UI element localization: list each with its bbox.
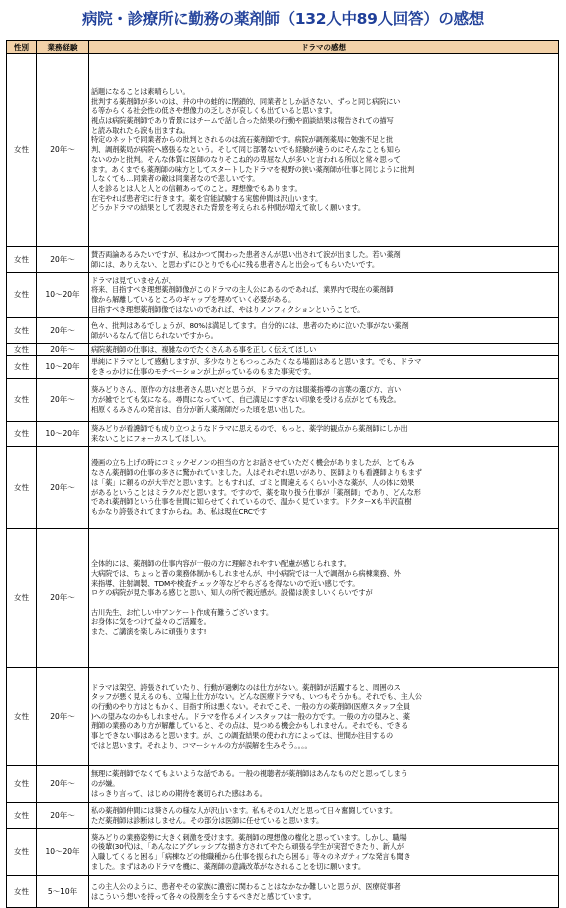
impression-line: があるということはミラクルだと思います。ですので、薬を取り扱う仕事が「薬剤師」であり、どんな形 [91, 487, 421, 497]
impression-line: 相原くるみさんの発言は、自分が新人薬剤師だった頃を思い出した。 [91, 404, 310, 414]
impression-line: 来ないことにフォーカスしてほしい。 [91, 434, 211, 443]
table-row [7, 422, 559, 447]
impression-line: なさん薬剤師の仕事の多さに驚かれていました。人はそれぞれ思いがあり、医師よりも看護師よりもまず [91, 468, 422, 478]
gender-cell: 女性 [7, 379, 37, 422]
experience-cell: 20年～ [37, 447, 89, 529]
impression-line: 剤師の業務のあり方が解離していると、その点は、見つめる機会かもしれません。それでも、できる [91, 721, 409, 731]
impression-line: 目指すべき理想薬剤師像ではないのであれば、やはりノンフィクションということで。 [91, 304, 365, 314]
impression-cell [89, 318, 559, 344]
table-row [7, 668, 559, 766]
impression-cell [89, 529, 559, 668]
impression-cell [89, 273, 559, 318]
impression-cell [89, 356, 559, 379]
gender-cell: 女性 [7, 247, 37, 273]
experience-cell: 20年～ [37, 379, 89, 422]
impression-line: 賛否両論あるみたいですが、私はかつて関わった患者さんが思い出されて涙が出ました。若い薬剤 [91, 249, 401, 259]
impression-line: 方が雑でとても気になる。尋問になっていて、自己満足にすぎない印象を受ける点がとても残念。 [91, 395, 401, 405]
impression-line: 入職してくると困る」「病棟などの他職種から仕事を振られたら困る」等々のネガティブな発言も聞き [91, 852, 411, 861]
impression-line: 話題になることは素晴らしい。 [91, 86, 190, 96]
impression-cell [89, 447, 559, 529]
impression-line: もかなり誇張されてますからね。あ、私は現在CRCです [91, 506, 267, 516]
impression-line: 全体的には、薬剤師の仕事内容が一般の方に理解されやすい配慮が感じられます。 [91, 559, 351, 569]
impression-line: どうかドラマの結果として表現された背景を考えられる仲間が増えて欲しく願います。 [91, 203, 365, 213]
table-row [7, 379, 559, 422]
impression-line: の行動のやり方はともかく、目指す所は悪くない。それでこそ、一般の方の薬剤師(医療スタッフ全員 [91, 701, 411, 711]
experience-cell: 20年～ [37, 54, 89, 247]
impression-cell [89, 668, 559, 766]
experience-cell: 20年～ [37, 766, 89, 803]
impression-line: 葵みどりが看護師でも成り立つようなドラマに思えるので、もっと、薬学的観点から薬剤師にしか出 [91, 424, 408, 434]
experience-cell: 10～20年 [37, 273, 89, 318]
impression-cell [89, 876, 559, 908]
impression-cell [89, 422, 559, 447]
experience-cell: 20年～ [37, 668, 89, 766]
gender-cell: 女性 [7, 447, 37, 529]
experience-cell: 20年～ [37, 247, 89, 273]
impression-line: ではと思います。それより、コマーシャルの方が誤解を生みそう。。。。 [91, 740, 312, 750]
impression-cell [89, 247, 559, 273]
experience-cell: 10～20年 [37, 829, 89, 876]
table-body [7, 54, 559, 908]
impression-line: 批判する薬剤師が多いのは、井の中の蛙的に閉鎖的、同業者としか話さない、ずっと同じ病院にい [91, 96, 401, 106]
impression-line: 来指導、注射調製、TDMや検査チェック等などやらざるを得ないので近い感じです。 [91, 578, 360, 588]
impression-line [91, 598, 556, 608]
gender-cell: 女性 [7, 273, 37, 318]
impression-line: は「薬」に頼るのが大半だと思います。ともすれば、ゴミと間違えるくらい小さな薬が、人の体に効果 [91, 477, 415, 487]
table-row [7, 529, 559, 668]
table-row [7, 247, 559, 273]
gender-cell: 女性 [7, 668, 37, 766]
gender-cell: 女性 [7, 422, 37, 447]
table-header-row [7, 41, 559, 54]
impression-line: 事とできない事はあると思います。が、この調査結果の使われ方によっては、世間か注目するの [91, 731, 394, 741]
impression-cell [89, 379, 559, 422]
impression-line: ドラマは架空、誇張されていたり、行動が過剰なのは仕方がない。薬剤師が活躍すると、周囲のス [91, 682, 401, 692]
impression-line: はっきり言って、はじめの期待を裏切られた感はある。 [91, 788, 267, 798]
table-row [7, 54, 559, 247]
impression-line: 私の薬剤師仲間には葵さんの様な人が沢山います。私もその1人だと思って日々奮闘しています。 [91, 805, 397, 815]
impression-line: 漫画の立ち上げの時にコミックゼノンの担当の方とお話させていただく機会がありましたが、とてもみ [91, 458, 415, 468]
gender-cell: 女性 [7, 344, 37, 356]
impression-line: この主人公のように、患者やその家族に濃密に関わることはなかなか難しいと思うが、医療従事者 [91, 881, 401, 891]
experience-cell: 20年～ [37, 529, 89, 668]
table-row [7, 447, 559, 529]
page-title: 病院・診療所に勤務の薬剤師（132人中89人回答）の感想 [81, 10, 485, 28]
impression-cell [89, 766, 559, 803]
experience-cell: 10～20年 [37, 356, 89, 379]
table-row [7, 766, 559, 803]
impression-line: ます。あくまでも薬剤師の味方としてスタートしたドラマを視野の狭い薬剤師が仕事と同じように批判 [91, 164, 415, 174]
impression-line: をきっかけに仕事のモチベーションが上がっているのもまた事実です。 [91, 367, 316, 376]
header-experience: 業務経験 [37, 41, 89, 54]
impression-line: 像から解離しているところのギャップを埋めていく必要がある。 [91, 295, 296, 304]
impression-line: 大病院では、ちょっと普の業務体制かもしれませんが、中小病院では一人で調剤から病棟業務、外 [91, 568, 401, 578]
gender-cell: 女性 [7, 356, 37, 379]
table-row [7, 829, 559, 876]
impression-line: 古川先生、お忙しい中アンケート作成有難うございます。 [91, 607, 273, 617]
gender-cell: 女性 [7, 876, 37, 908]
impression-line: お身体に気をつけて益々のご活躍を。 [91, 617, 211, 627]
impression-line: る等からくる社会性の低さや想像力の乏しさが哀しくも出ていると思います。 [91, 106, 337, 116]
gender-cell: 女性 [7, 54, 37, 247]
gender-cell: 女性 [7, 318, 37, 344]
impression-line: 葵みどりさん、原作の方は患者さん思いだと思うが、ドラマの方は服薬指導の言葉の選び方、言い [91, 385, 402, 395]
impression-line: 単純にドラマとして感動しますが、多少なりともつっこみたくなる場面はあると思います。でも、ドラマ [91, 357, 422, 367]
table-row [7, 318, 559, 344]
experience-cell: 10～20年 [37, 422, 89, 447]
header-impression: ドラマの感想 [89, 41, 559, 54]
gender-cell: 女性 [7, 803, 37, 829]
impression-cell [89, 803, 559, 829]
impression-line: )への望みなのかもしれません。ドラマを作るメインスタッフは一般の方です。一般の方の望みと、薬 [91, 711, 410, 721]
impression-line: 師がいるなんて信じられないですから。 [91, 330, 218, 340]
impression-line: しなくても…同業者の敵は同業者なので悲しいです。 [91, 174, 260, 184]
survey-table [6, 40, 559, 908]
impression-line: 在宅やれば患者宅に行きます。薬を官能試験する実態仲間は沢山います。 [91, 193, 323, 203]
impression-cell [89, 829, 559, 876]
impression-line: ドラマは見ていませんが、 [91, 275, 176, 285]
gender-cell: 女性 [7, 529, 37, 668]
impression-line: であれ薬剤師という仕事を世間に知らせてくれているので、温かく見ています。ドクターXも半沢直樹 [91, 497, 412, 507]
header-gender: 性別 [7, 41, 37, 54]
impression-line: ロケの病院が見た事ある感じと思い、知人の所で親近感が。設備は羨ましいくらいですが [91, 588, 373, 598]
impression-line: の後輩(30代)は、「あんなにアグレッシブな描き方されてやたら頑張る学生が実習できたり、新人が [91, 842, 404, 852]
impression-line: 師には、ありえない、と思わずにひとりでも心に残る患者さんと出会ってもらいたいです。 [91, 259, 379, 269]
impression-line: 葵みどりの業務姿勢に大きく刺激を受けます。薬剤師の理想像の権化と思っています。しかし、職場 [91, 832, 407, 842]
gender-cell: 女性 [7, 766, 37, 803]
impression-line: ただ薬剤師は診断はしません。その部分は医師に任せていると思います。 [91, 815, 324, 825]
impression-line: 将来、目指すべき理想薬剤師像がこのドラマの主人公にあるのであれば、業界内で現在の薬剤師 [91, 285, 394, 295]
impression-line: 人を診るとは人と人との信頼あってのこと。理想像でもあります。 [91, 183, 302, 193]
impression-line: 病院薬剤師の仕事は、複雑なのでたくさんある事を正しく伝えてほしい [91, 344, 317, 354]
table-row [7, 876, 559, 908]
impression-line: 無理に薬剤師でなくてもよいような話である。一般の視聴者が薬剤師はあんなものだと思ってしまう [91, 769, 408, 779]
table-row [7, 803, 559, 829]
gender-cell: 女性 [7, 829, 37, 876]
impression-cell [89, 344, 559, 356]
experience-cell: 20年～ [37, 344, 89, 356]
table-row [7, 344, 559, 356]
impression-line: ないのかと批判。そんな体質に医師のなりそこね的の卑屈な人が多いと言われる所以と常々思って [91, 154, 401, 164]
impression-line: ました。まずはあのドラマを機に、薬剤師の意識改革がなされることを切に願います。 [91, 861, 365, 871]
impression-line: と読み取れたら涙も出ますね。 [91, 125, 190, 135]
experience-cell: 20年～ [37, 318, 89, 344]
impression-line: タッフが悪く見えるのも、立場上仕方がない。どんな医療ドラマも、いつもそうかも。それでも、主人公 [91, 692, 422, 702]
impression-line: 色々、批判はあるでしょうが、80%は満足してます。自分的には、患者のために泣いた事がない薬剤 [91, 320, 409, 330]
impression-line: のが嫌。 [91, 779, 120, 789]
impression-line: はこういう想いを持って各々の役割を全うするべきだと感じています。 [91, 891, 316, 901]
table-row [7, 356, 559, 379]
impression-line: また、ご講演を楽しみに頑張ります! [91, 627, 207, 637]
impression-line: 特定のネットで同業者からの批判とされるのは流石薬剤師です。病院が調剤薬局に勉強不足と批 [91, 135, 394, 145]
impression-cell [89, 54, 559, 247]
impression-line: 判、調剤薬局が病院へ感張るなという。そして同じ部署ないでも経験が違うのにそんなことも知ら [91, 145, 401, 155]
experience-cell: 20年～ [37, 803, 89, 829]
impression-line: 視点は病院薬剤師であり背景にはチームで話し合った結果の行動や面談結果は報告されての描写 [91, 116, 394, 126]
table-row [7, 273, 559, 318]
experience-cell: 5～10年 [37, 876, 89, 908]
